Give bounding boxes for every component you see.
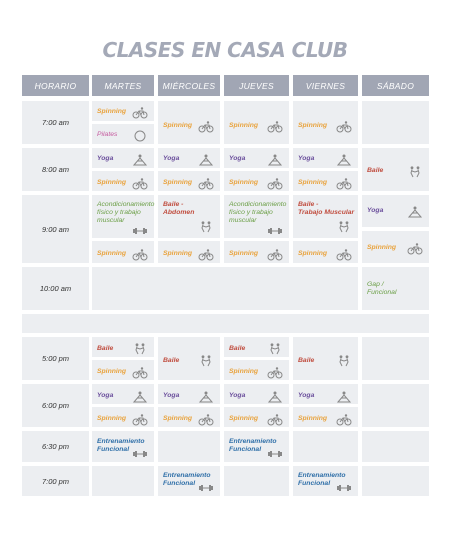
class-spinning: Spinning bbox=[298, 415, 328, 422]
dumbbell-icon bbox=[198, 481, 214, 493]
time-label: 10:00 am bbox=[39, 284, 72, 293]
bike-icon bbox=[336, 120, 352, 132]
ball-icon bbox=[132, 129, 148, 141]
bike-icon bbox=[198, 120, 214, 132]
class-pilates: Pilates bbox=[97, 131, 118, 138]
bike-icon bbox=[336, 413, 352, 425]
bike-icon bbox=[267, 120, 283, 132]
class-baile: Baile bbox=[367, 167, 384, 174]
class-yoga: Yoga bbox=[298, 392, 315, 399]
bike-icon bbox=[267, 366, 283, 378]
class-spinning: Spinning bbox=[367, 244, 397, 251]
class-spinning: Spinning bbox=[163, 250, 193, 257]
dance-icon bbox=[198, 220, 214, 232]
bike-icon bbox=[132, 413, 148, 425]
class-cell bbox=[362, 466, 429, 496]
class-baile: Baile bbox=[163, 357, 180, 364]
class-yoga: Yoga bbox=[97, 392, 114, 399]
class-spinning: Spinning bbox=[298, 179, 328, 186]
class-yoga: Yoga bbox=[163, 392, 180, 399]
class-funcional: Entrenamiento Funcional bbox=[298, 472, 346, 487]
class-baile: Baile bbox=[229, 345, 246, 352]
class-cell bbox=[92, 466, 154, 496]
class-spinning: Spinning bbox=[229, 368, 259, 375]
yoga-icon bbox=[336, 390, 352, 402]
class-spinning: Spinning bbox=[97, 250, 127, 257]
time-label: 5:00 pm bbox=[41, 354, 70, 363]
class-yoga: Yoga bbox=[229, 155, 246, 162]
class-spinning: Spinning bbox=[229, 250, 259, 257]
class-yoga: Yoga bbox=[298, 155, 315, 162]
dumbbell-icon bbox=[267, 447, 283, 459]
class-funcional: Entrenamiento Funcional bbox=[97, 438, 145, 453]
yoga-icon bbox=[132, 390, 148, 402]
bike-icon bbox=[267, 248, 283, 260]
yoga-icon bbox=[198, 153, 214, 165]
header-3: JUEVES bbox=[224, 75, 289, 96]
class-spinning: Spinning bbox=[163, 122, 193, 129]
class-baile_trabajo: Baile - Trabajo Muscular bbox=[298, 201, 355, 216]
header-1: MARTES bbox=[92, 75, 154, 96]
class-cell bbox=[293, 431, 358, 462]
class-baile: Baile bbox=[298, 357, 315, 364]
bike-icon bbox=[198, 413, 214, 425]
bike-icon bbox=[198, 248, 214, 260]
dance-icon bbox=[198, 354, 214, 366]
dumbbell-icon bbox=[267, 224, 283, 236]
class-cell bbox=[362, 431, 429, 462]
class-spinning: Spinning bbox=[229, 122, 259, 129]
class-spinning: Spinning bbox=[163, 415, 193, 422]
header-4: VIERNES bbox=[293, 75, 358, 96]
header-5: SÁBADO bbox=[362, 75, 429, 96]
dance-icon bbox=[336, 220, 352, 232]
bike-icon bbox=[336, 248, 352, 260]
class-yoga: Yoga bbox=[163, 155, 180, 162]
yoga-icon bbox=[407, 205, 423, 217]
header-0: HORARIO bbox=[22, 75, 89, 96]
class-yoga: Yoga bbox=[229, 392, 246, 399]
bike-icon bbox=[132, 177, 148, 189]
class-baile_abdomen: Baile - Abdomen bbox=[163, 201, 195, 216]
yoga-icon bbox=[336, 153, 352, 165]
yoga-icon bbox=[267, 390, 283, 402]
class-acond: Acondicionamiento físico y trabajo muscular bbox=[229, 201, 287, 224]
time-label: 6:30 pm bbox=[41, 442, 70, 451]
class-baile: Baile bbox=[97, 345, 114, 352]
separator-row bbox=[22, 314, 429, 333]
bike-icon bbox=[198, 177, 214, 189]
bike-icon bbox=[267, 413, 283, 425]
yoga-icon bbox=[267, 153, 283, 165]
class-cell bbox=[158, 431, 220, 462]
class-funcional: Entrenamiento Funcional bbox=[163, 472, 211, 487]
page-title: CLASES EN CASA CLUB bbox=[102, 38, 348, 62]
time-label: 9:00 am bbox=[41, 224, 70, 234]
class-spinning: Spinning bbox=[229, 179, 259, 186]
yoga-icon bbox=[198, 390, 214, 402]
dance-icon bbox=[267, 342, 283, 354]
class-spinning: Spinning bbox=[229, 415, 259, 422]
class-cell bbox=[362, 384, 429, 427]
empty-block bbox=[92, 267, 358, 310]
class-cell bbox=[224, 466, 289, 496]
class-spinning: Spinning bbox=[97, 179, 127, 186]
class-gap: Gap / Funcional bbox=[367, 281, 397, 296]
bike-icon bbox=[132, 106, 148, 118]
bike-icon bbox=[132, 366, 148, 378]
bike-icon bbox=[267, 177, 283, 189]
class-yoga: Yoga bbox=[97, 155, 114, 162]
class-spinning: Spinning bbox=[97, 108, 127, 115]
time-label: 7:00 pm bbox=[41, 476, 70, 486]
dumbbell-icon bbox=[132, 447, 148, 459]
class-acond: Acondicionamiento físico y trabajo muscular bbox=[97, 201, 155, 224]
class-cell bbox=[362, 337, 429, 380]
class-spinning: Spinning bbox=[298, 250, 328, 257]
time-label: 6:00 pm bbox=[41, 401, 70, 410]
time-label: 8:00 am bbox=[41, 165, 70, 174]
dumbbell-icon bbox=[336, 481, 352, 493]
class-spinning: Spinning bbox=[163, 179, 193, 186]
class-yoga: Yoga bbox=[367, 207, 384, 214]
dance-icon bbox=[407, 165, 423, 177]
class-spinning: Spinning bbox=[97, 368, 127, 375]
bike-icon bbox=[132, 248, 148, 260]
class-funcional: Entrenamiento Funcional bbox=[229, 438, 277, 453]
dumbbell-icon bbox=[132, 224, 148, 236]
class-spinning: Spinning bbox=[97, 415, 127, 422]
yoga-icon bbox=[132, 153, 148, 165]
dance-icon bbox=[132, 342, 148, 354]
class-cell bbox=[362, 101, 429, 144]
bike-icon bbox=[336, 177, 352, 189]
class-spinning: Spinning bbox=[298, 122, 328, 129]
header-2: MIÉRCOLES bbox=[158, 75, 220, 96]
time-label: 7:00 am bbox=[41, 118, 70, 127]
dance-icon bbox=[336, 354, 352, 366]
bike-icon bbox=[407, 242, 423, 254]
